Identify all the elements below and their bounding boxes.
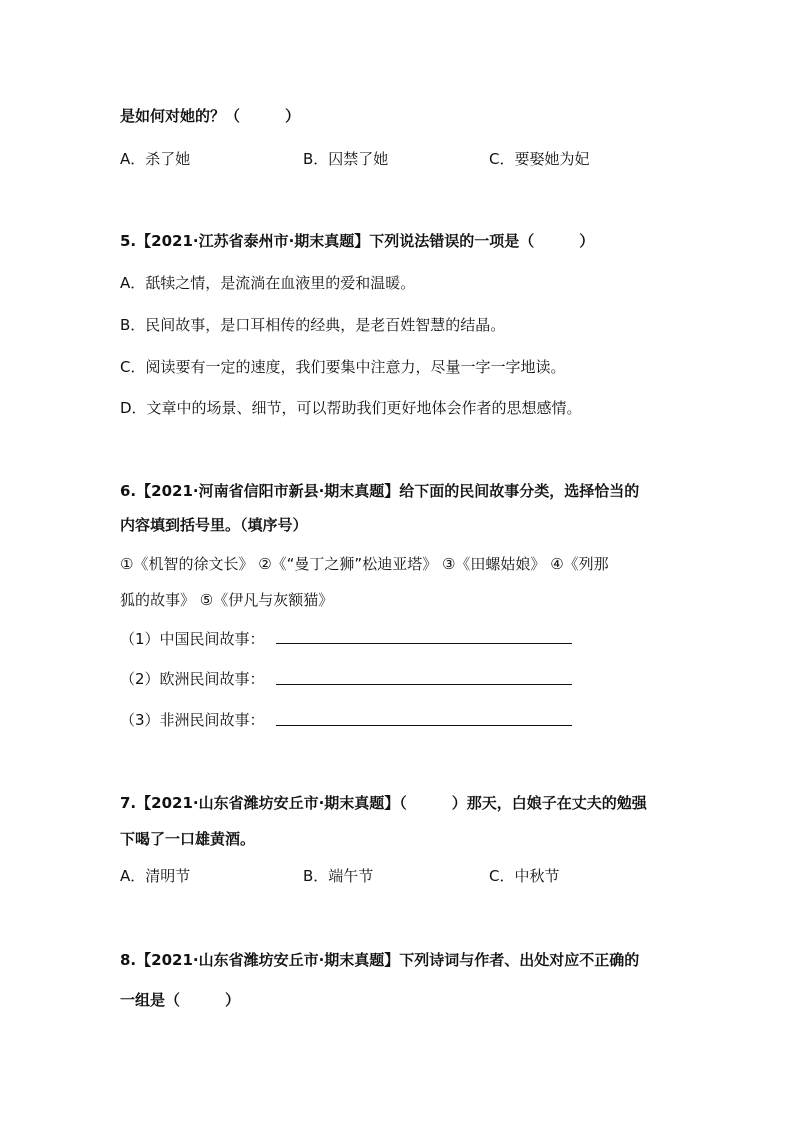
q6-items-line2: 狐的故事》 ⑤《伊凡与灰额猫》 (120, 591, 334, 609)
q6-stem-line1: 6.【2021·河南省信阳市新县·期末真题】给下面的民间故事分类，选择恰当的 (120, 482, 640, 500)
q5-option-b: B．民间故事，是口耳相传的经典，是老百姓智慧的结晶。 (120, 316, 506, 334)
q7-option-b: B．端午节 (303, 867, 374, 885)
q7-option-c: C．中秋节 (489, 867, 560, 885)
q7-stem-line1: 7.【2021·山东省潍坊安丘市·期末真题】（ ）那天，白娘子在丈夫的勉强 (120, 794, 647, 812)
q6-sub1-label: （1）中国民间故事： (120, 630, 265, 648)
q4-option-a: A．杀了她 (120, 150, 191, 168)
q6-items-line1: ①《机智的徐文长》 ②《“曼丁之狮”松迪亚塔》 ③《田螺姑娘》 ④《列那 (120, 555, 609, 573)
q4-stem-end: 是如何对她的？（ ） (120, 107, 301, 125)
q6-sub3-answer-line[interactable] (276, 725, 572, 726)
q4-option-b: B．囚禁了她 (303, 150, 389, 168)
q4-option-c: C．要娶她为妃 (489, 150, 590, 168)
q7-option-a: A．清明节 (120, 867, 191, 885)
q6-sub2-label: （2）欧洲民间故事： (120, 670, 265, 688)
q5-option-a: A．舐犊之情，是流淌在血液里的爱和温暖。 (120, 274, 416, 292)
q6-sub3-label: （3）非洲民间故事： (120, 711, 265, 729)
q8-stem-line2: 一组是（ ） (120, 991, 241, 1009)
q5-option-c: C．阅读要有一定的速度，我们要集中注意力，尽量一字一字地读。 (120, 358, 566, 376)
q6-sub1-answer-line[interactable] (276, 643, 572, 644)
q8-stem-line1: 8.【2021·山东省潍坊安丘市·期末真题】下列诗词与作者、出处对应不正确的 (120, 951, 640, 969)
q6-stem-line2: 内容填到括号里。（填序号） (120, 516, 308, 534)
q6-sub2-answer-line[interactable] (276, 684, 572, 685)
q7-stem-line2: 下喝了一口雄黄酒。 (120, 830, 256, 848)
q5-stem: 5.【2021·江苏省泰州市·期末真题】下列说法错误的一项是（ ） (120, 232, 595, 250)
q5-option-d: D．文章中的场景、细节，可以帮助我们更好地体会作者的思想感情。 (120, 399, 582, 417)
